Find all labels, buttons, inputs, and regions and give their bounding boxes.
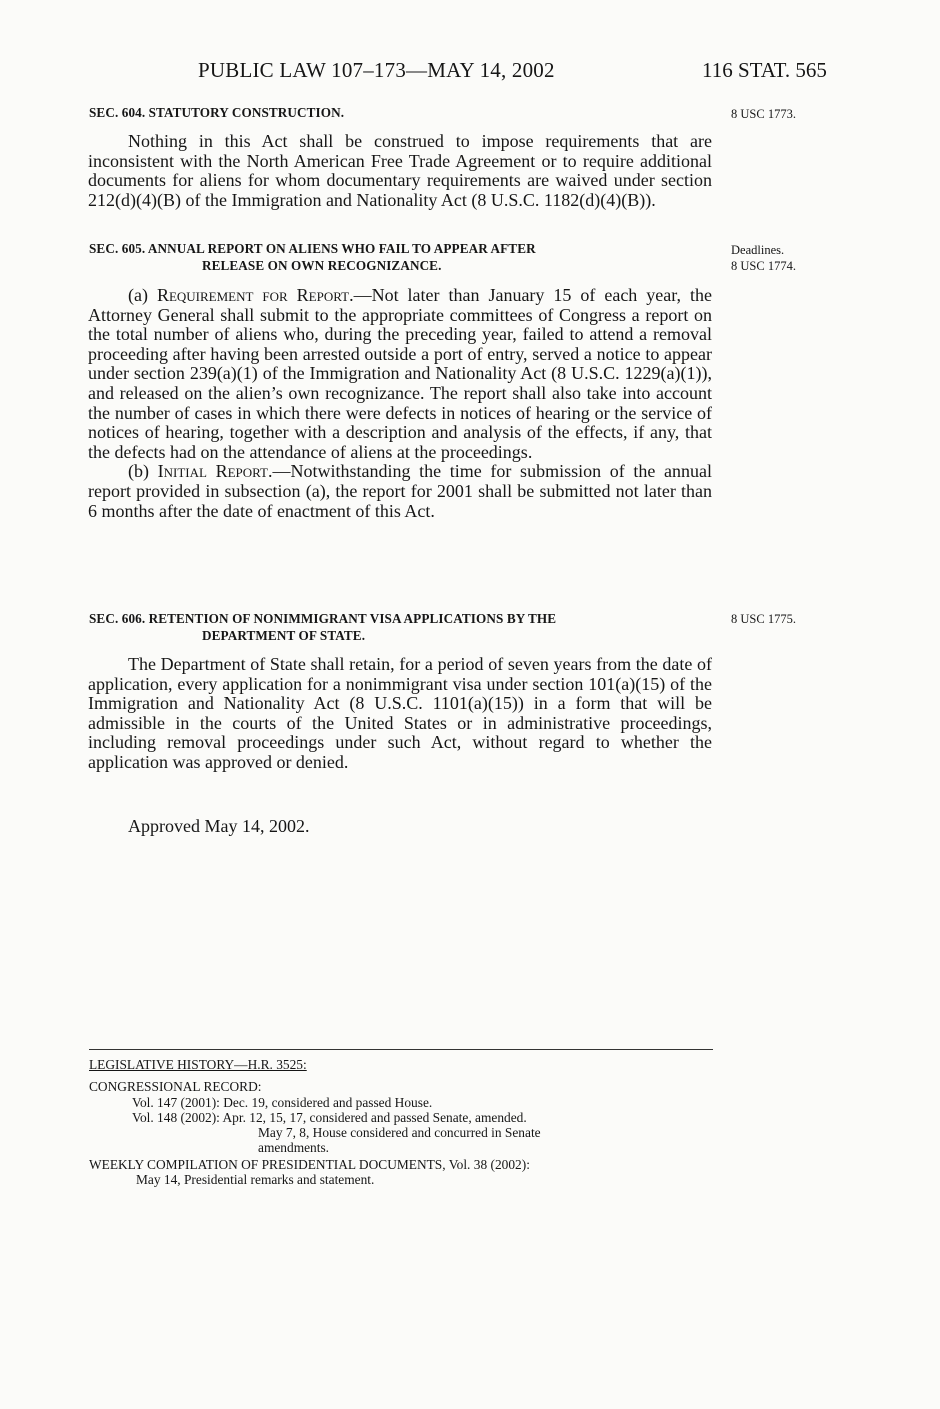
- legislative-history-title-text: LEGISLATIVE HISTORY—H.R. 3525:: [89, 1057, 307, 1072]
- page-header-law: PUBLIC LAW 107–173—MAY 14, 2002: [198, 58, 555, 82]
- section-605-margin-note-deadlines: Deadlines.: [731, 243, 785, 257]
- history-vol-148-a: Vol. 148 (2002): Apr. 12, 15, 17, considered and passed Senate, amended.: [132, 1110, 527, 1125]
- section-606-body: [88, 655, 712, 773]
- section-605-margin-note-usc: 8 USC 1774.: [731, 259, 796, 273]
- subsection-a-caption: Requirement for Report: [156, 285, 350, 305]
- section-604-body: [88, 132, 712, 210]
- history-divider: [89, 1049, 713, 1050]
- weekly-compilation-detail: May 14, Presidential remarks and statement.: [136, 1172, 375, 1187]
- page-header-stat: 116 STAT. 565: [702, 58, 827, 82]
- section-606-margin-note: 8 USC 1775.: [731, 612, 796, 626]
- history-vol-147: Vol. 147 (2001): Dec. 19, considered and passed House.: [132, 1095, 433, 1110]
- section-605-heading-line1: SEC. 605. ANNUAL REPORT ON ALIENS WHO FAIL TO APPEAR AFTER: [89, 241, 536, 256]
- section-604-margin-note: 8 USC 1773.: [731, 107, 796, 121]
- subsection-b: [88, 462, 712, 521]
- congressional-record-label: CONGRESSIONAL RECORD:: [89, 1079, 262, 1094]
- subsection-b-text: .—Notwithstanding the time for submission of the annual report provided in subsection (a), the report for 2001 shall be submitted not later than 6 months after the date of enactment of this Act.: [88, 461, 712, 521]
- section-605-heading-line2: RELEASE ON OWN RECOGNIZANCE.: [202, 258, 442, 273]
- section-605-heading: [89, 240, 714, 274]
- section-604-heading: SEC. 604. STATUTORY CONSTRUCTION.: [89, 105, 345, 120]
- subsection-b-label: (b): [128, 461, 158, 482]
- subsection-a-text: .—Not later than January 15 of each year, the Attorney General shall submit to the appropriate committees of Congress a report on the total number of aliens who, during the preceding year, failed to attend a removal proceeding after having been arrested outside a port of entry, served a notice to appear under section 239(a)(1) of the Immigration and Nationality Act (8 U.S.C. 1229(a)(1)), and released on the alien’s own recognizance. The report shall also take into account the number of cases in which there were defects in notices of hearing or the service of notices of hearing, together with a description and analysis of the effects, if any, that the defects had on the attendance of aliens at the proceedings.: [88, 285, 712, 462]
- section-606-heading-line2: DEPARTMENT OF STATE.: [202, 628, 366, 643]
- subsection-a: [88, 286, 712, 462]
- history-vol-148-b: May 7, 8, House considered and concurred in Senate: [258, 1125, 541, 1140]
- section-606-heading-line1: SEC. 606. RETENTION OF NONIMMIGRANT VISA APPLICATIONS BY THE: [89, 611, 557, 626]
- section-606-heading: [89, 610, 719, 644]
- section-606-text: The Department of State shall retain, for a period of seven years from the date of application, every application for a nonimmigrant visa under section 101(a)(15) of the Immigration and Nationality Act (8 U.S.C. 1101(a)(15)) in a form that will be admissible in the courts of the United States or in administrative proceedings, including removal proceedings under such Act, without regard to whether the application was approved or denied.: [88, 654, 712, 772]
- history-vol-148-c: amendments.: [258, 1140, 330, 1155]
- section-604-text: Nothing in this Act shall be construed to impose requirements that are inconsistent with the North American Free Trade Agreement or to require additional documents for aliens for whom documentary requirements are waived under section 212(d)(4)(B) of the Immigration and Nationality Act (8 U.S.C. 1182(d)(4)(B)).: [88, 131, 712, 210]
- approval-date: Approved May 14, 2002.: [128, 816, 310, 836]
- section-605-body: [88, 286, 712, 521]
- weekly-compilation: WEEKLY COMPILATION OF PRESIDENTIAL DOCUMENTS, Vol. 38 (2002):: [89, 1157, 530, 1172]
- subsection-a-label: (a): [128, 285, 157, 305]
- subsection-b-caption: Initial Report: [157, 461, 268, 482]
- legislative-history-title: [89, 1057, 307, 1073]
